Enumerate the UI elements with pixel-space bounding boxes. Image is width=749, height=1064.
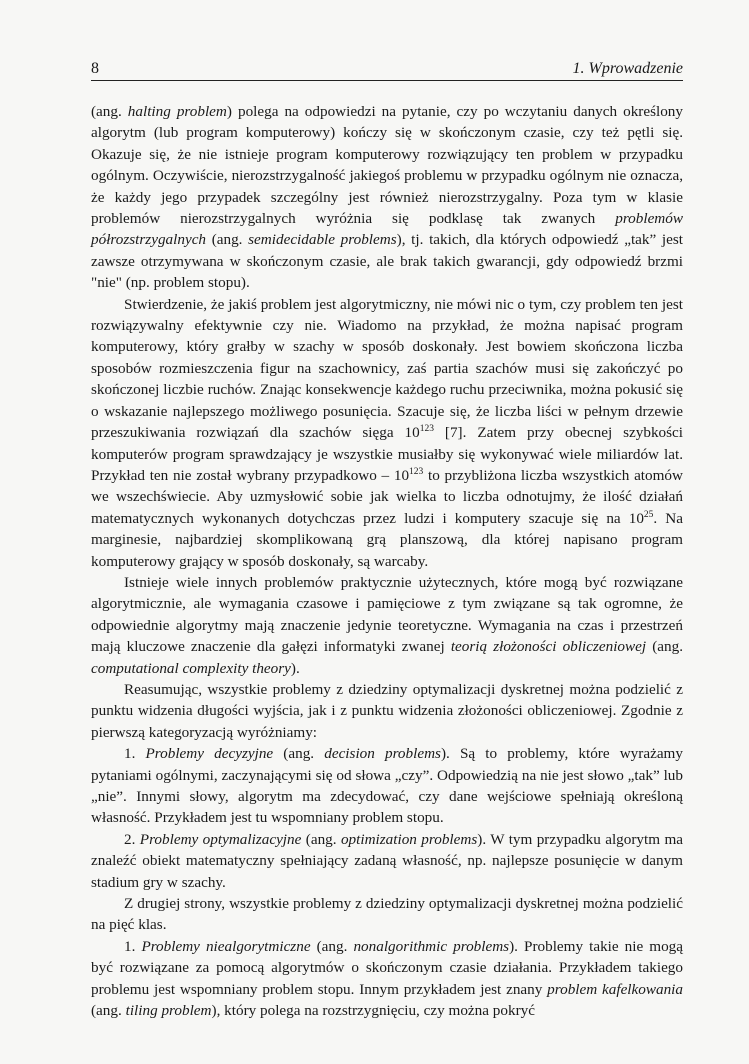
paragraph-chess <box>91 294 683 572</box>
text-run: ) polega na odpowiedzi na pytanie, czy po wczytaniu danych określony algorytm (lub program komputerowy) kończy się w skończonym czasie, czy też pętli się. Okazuje się, że nie istnieje program komputerowy rozwiązujący ten problem w przypadku ogólnym. Oczywiście, nierozstrzygalność jakiegoś problemu w przypadku ogólnym nie oznacza, że każdy jego przypadek szczególny jest również nierozstrzygalny. Poza tym w klasie problemów nierozstrzygalnych wyróżnia się podklasę tak zwanych <box>91 103 683 228</box>
term-italic: optimization problems <box>340 830 478 848</box>
text-run: (ang. <box>91 103 128 120</box>
page-body <box>91 101 683 1021</box>
page-header <box>91 58 683 81</box>
text-run: ), tj. takich, dla których odpowiedź „tak” jest zawsze otrzymywana w skończonym czasie, ale brak takich gwarancji, gdy odpowiedź brzmi "nie" (np. problem stopu). <box>91 231 683 292</box>
text-run: (ang. <box>91 1002 126 1020</box>
exponent: 123 <box>419 424 434 435</box>
paragraph-complexity <box>91 572 683 679</box>
text-run: . Na marginesie, najbardziej skomplikowaną grą planszową, dla której napisano program komputerowy grający w sposób doskonały, są warcaby. <box>91 509 683 570</box>
list-item-optimization-problems <box>91 829 683 893</box>
list-item-decision-problems <box>91 743 683 829</box>
term-italic: teorią złożoności obliczeniowej <box>450 638 647 656</box>
text-run: (ang. <box>310 937 354 955</box>
text-run: ). Są to problemy, które wyrażamy pytaniami ogólnymi, zaczynającymi się od słowa „czy”. Odpowiedzią na nie jest słowo „tak” lub „nie”. Innymi słowy, algorytm ma zdecydować, czy dane wejściowe spełniają określoną własność. Przykładem jest tu wspomniany problem stopu. <box>91 745 683 827</box>
text-run: (ang. <box>646 638 683 656</box>
text-run: [7]. Zatem przy obecnej szybkości komputerów program sprawdzający je wszystkie musiałby się wykonywać wiele miliardów lat. Przykład ten nie został wybrany przypadkowo – 10 <box>91 424 683 484</box>
text-run: ). <box>290 659 300 677</box>
text-run: ). W tym przypadku algorytm ma znaleźć obiekt matematyczny spełniający zadaną własność, np. najlepsze posunięcie w danym stadium gry w szachy. <box>91 830 683 891</box>
text-run: Stwierdzenie, że jakiś problem jest algorytmiczny, nie mówi nic o tym, czy problem ten jest rozwiązywalny efektywnie czy nie. Wiadomo na przykład, że można napisać program komputerowy, który grałby w szachy w sposób doskonały. Jest bowiem skończona liczba sposobów rozmieszczenia figur na szachownicy, zaś partia szachów musi się zakończyć po skończonej liczbie ruchów. Znając konsekwencje każdego ruchu przeciwnika, można pokusić się o wskazanie najlepszego możliwego posunięcia. Szacuje się, że liczba liści w pełnym drzewie przeszukiwania rozwiązań dla szachów sięga 10 <box>91 295 683 442</box>
exponent: 123 <box>409 466 424 477</box>
list-number: 1. <box>124 745 136 763</box>
text-run: to przybliżona liczba wszystkich atomów we wszechświecie. Aby uzmysłowić sobie jak wielka to liczba odnotujmy, że ilość działań matematycznych wykonanych dotychczas przez ludzi i komputery szacuje się na 10 <box>91 466 683 527</box>
paragraph-summary <box>91 679 683 743</box>
term-italic: Problemy decyzyjne <box>145 745 274 763</box>
term-italic: nonalgorithmic problems <box>353 937 510 955</box>
term-italic: Problemy niealgorytmiczne <box>141 937 311 955</box>
term-italic: tiling problem <box>125 1002 212 1020</box>
text-run: (ang. <box>206 231 249 249</box>
text-run: Istnieje wiele innych problemów praktycznie użytecznych, które mogą być rozwiązane algorytmicznie, ale wymagania czasowe i pamięciowe z tym związane są tak ogromne, że odpowiednie algorytmy mają znaczenie jedynie teoretyczne. Wymagania na czas i przestrzeń mają kluczowe znaczenie dla gałęzi informatyki zwanej <box>91 573 683 656</box>
term-italic: problem kafelkowania <box>547 980 683 998</box>
book-page <box>91 58 683 1021</box>
term-italic: semidecidable problems <box>248 231 397 249</box>
list-number: 1. <box>124 937 136 955</box>
term-italic: decision problems <box>324 745 441 763</box>
text-run: ). Problemy takie nie mogą być rozwiązane za pomocą algorytmów o skończonym czasie działania. Przykładem takiego problemu jest wspomniany problem stopu. Innym przykładem jest znany <box>91 937 683 998</box>
text-run: Z drugiej strony, wszystkie problemy z dziedziny optymalizacji dyskretnej można podzielić na pięć klas. <box>91 895 683 934</box>
paragraph-five-classes <box>91 893 683 936</box>
exponent: 25 <box>643 509 654 520</box>
text-run: (ang. <box>273 745 325 763</box>
term-italic: computational complexity theory <box>91 659 291 677</box>
term-italic: problemów półrozstrzygalnych <box>91 210 683 249</box>
text-run: Reasumując, wszystkie problemy z dziedziny optymalizacji dyskretnej można podzielić z punktu widzenia długości wyjścia, jak i z punktu widzenia złożoności obliczeniowej. Zgodnie z pierwszą kategoryzacją wyróżniamy: <box>91 680 683 741</box>
list-number: 2. <box>124 830 136 848</box>
text-run: (ang. <box>301 830 341 848</box>
term-italic: halting problem <box>127 103 227 120</box>
paragraph-halting-problem <box>91 101 683 294</box>
chapter-title: 1. Wprowadzenie <box>572 60 683 77</box>
text-run: ), który polega na rozstrzygnięciu, czy można pokryć <box>211 1002 535 1020</box>
list-item-nonalgorithmic-problems <box>91 936 683 1022</box>
term-italic: Problemy optymalizacyjne <box>139 830 302 848</box>
page-number: 8 <box>91 60 99 77</box>
